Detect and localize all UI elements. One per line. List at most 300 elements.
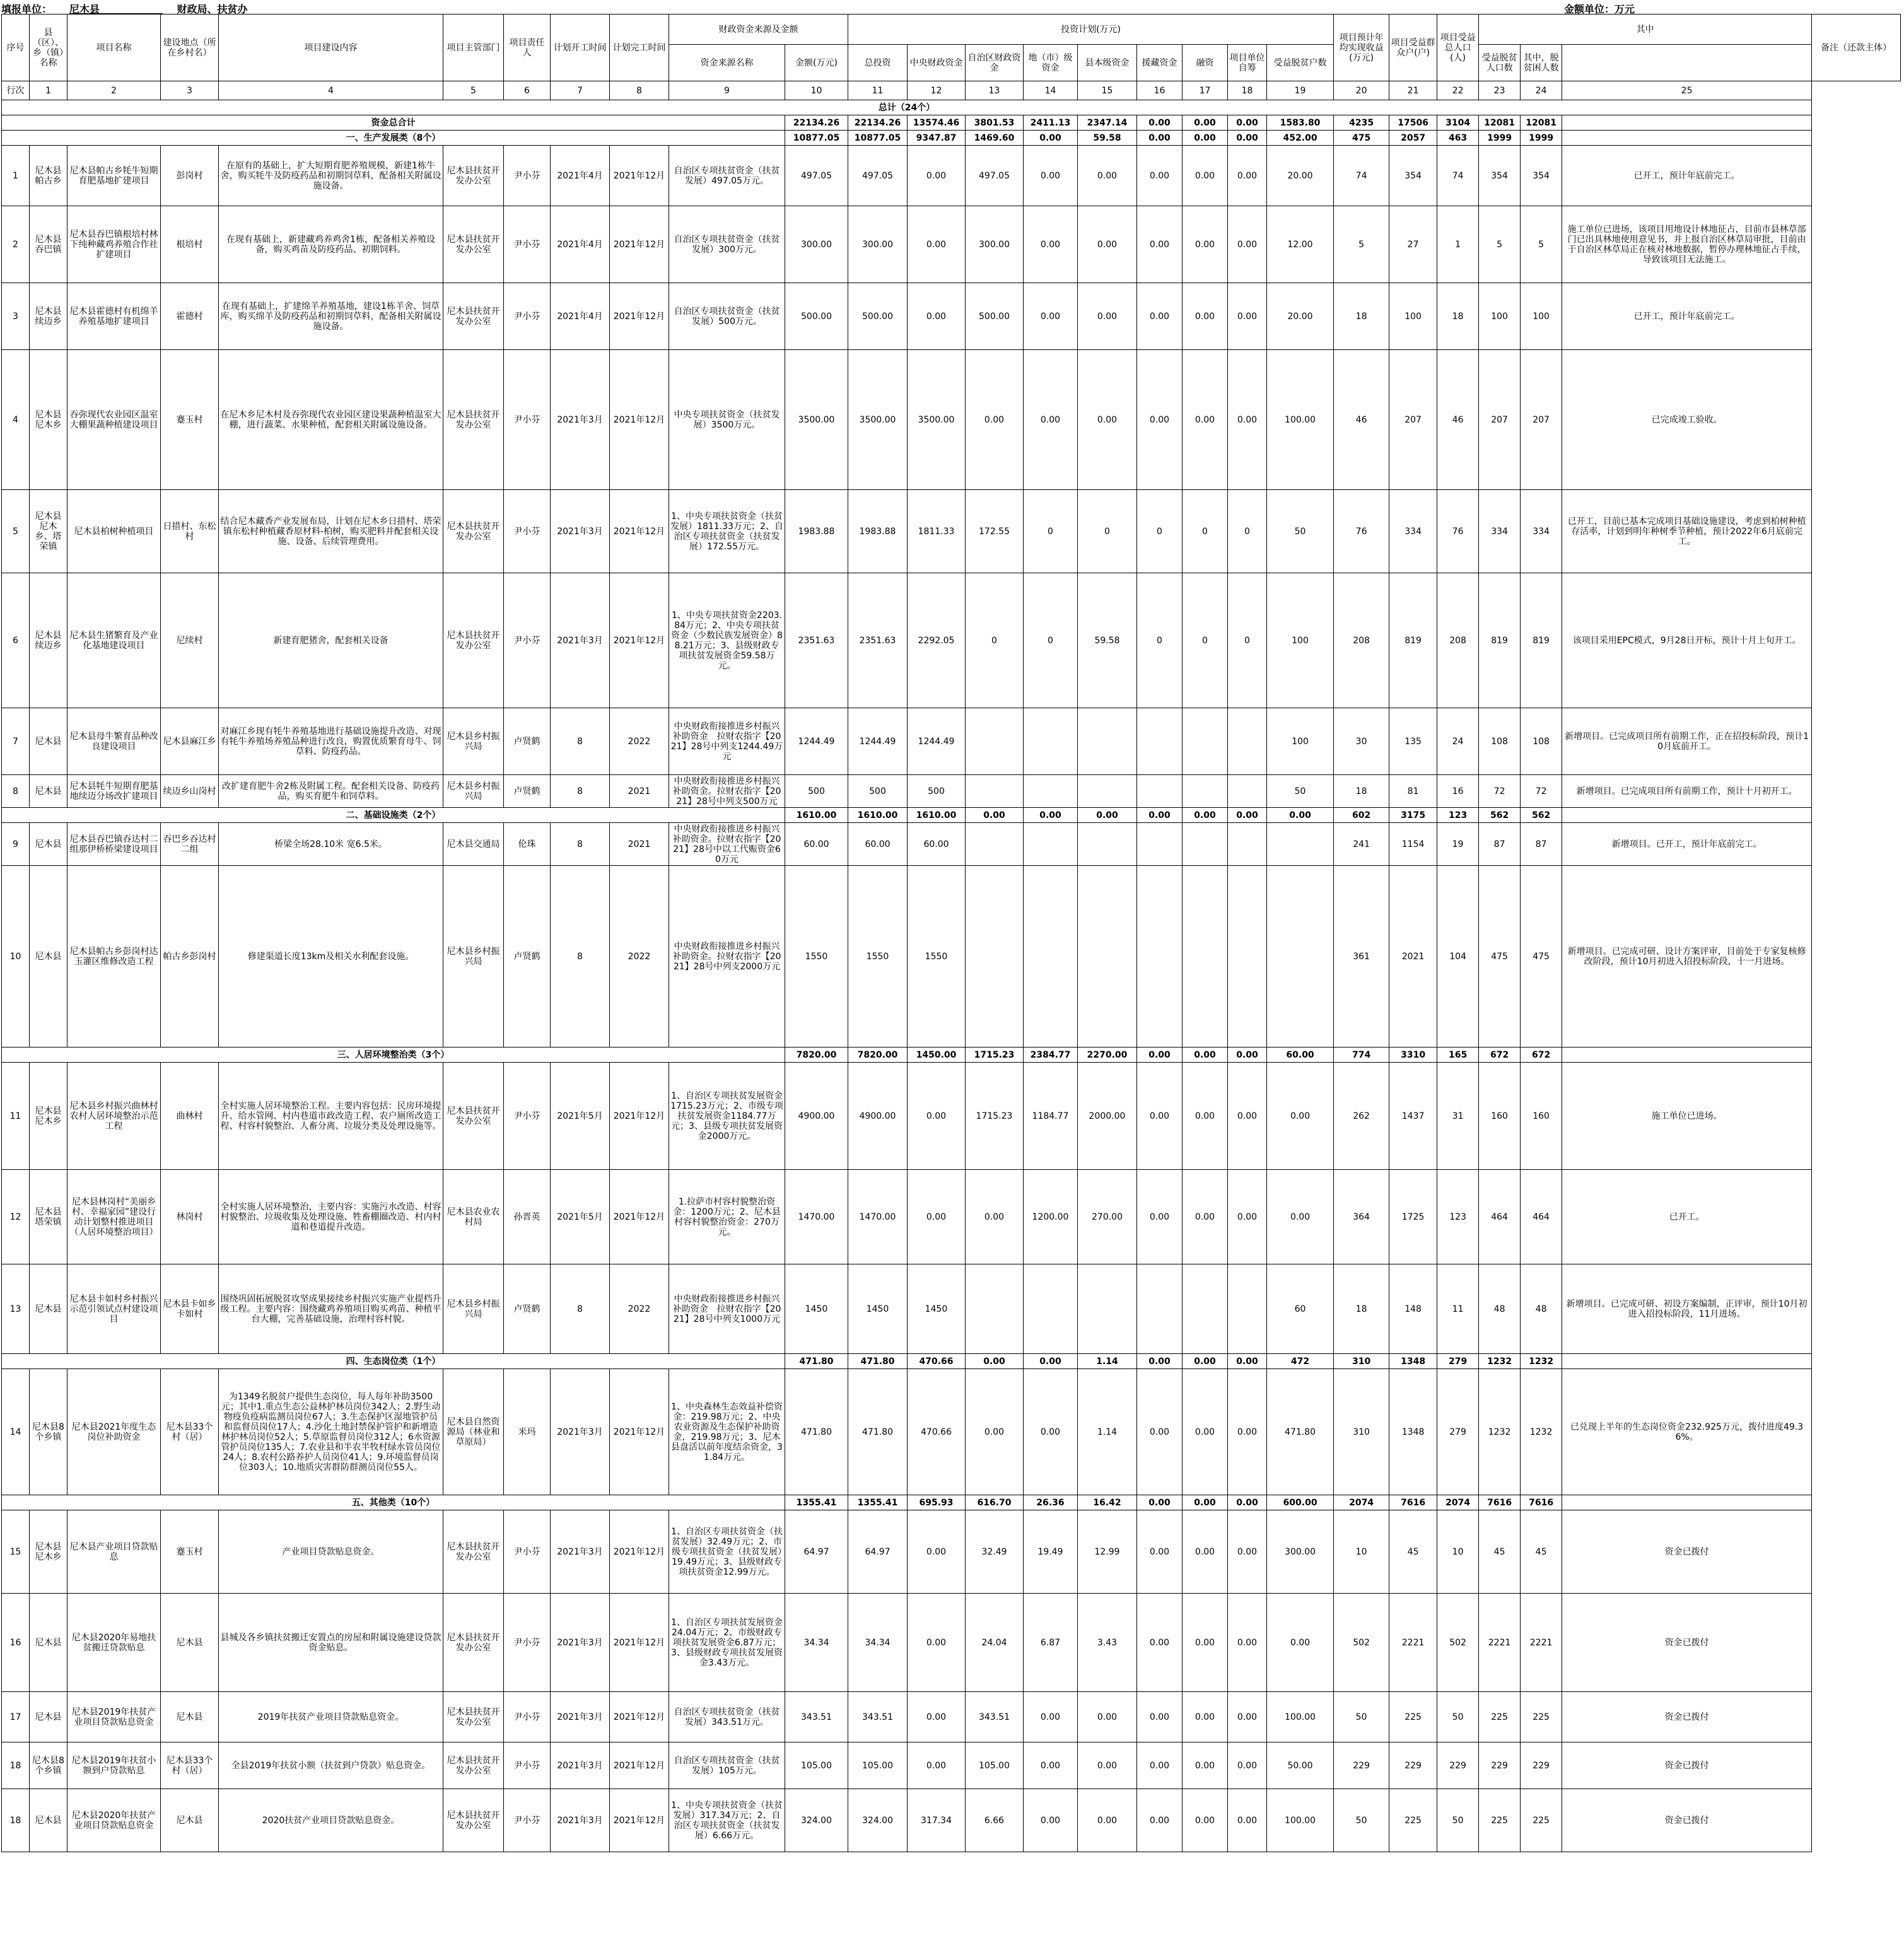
table-cell — [1024, 775, 1078, 808]
row-index-cell: 12 — [908, 81, 966, 100]
table-cell: 霍德村 — [161, 283, 219, 350]
table-cell: 卢贤鹤 — [504, 866, 551, 1048]
table-cell: 0.00 — [1024, 283, 1078, 350]
table-cell: 334 — [1521, 490, 1562, 573]
col-households: 项目受益群众户(户) — [1389, 15, 1437, 81]
section-total-cell: 602 — [1334, 808, 1389, 823]
table-cell: 24.04 — [966, 1594, 1024, 1692]
table-cell: 60.00 — [908, 823, 966, 866]
row-index-cell: 6 — [504, 81, 551, 100]
table-cell — [1137, 823, 1183, 866]
table-cell: 0.00 — [908, 1510, 966, 1594]
table-row — [2, 1264, 1901, 1354]
table-cell: 108 — [1521, 708, 1562, 775]
table-cell — [1183, 866, 1228, 1048]
table-cell: 2021年3月 — [551, 490, 610, 573]
table-cell: 0.00 — [1228, 206, 1267, 283]
section-total-cell: 7616 — [1479, 1495, 1521, 1510]
table-cell: 11 — [2, 1063, 30, 1170]
section-total-cell: 472 — [1267, 1354, 1334, 1369]
table-cell: 87 — [1479, 823, 1521, 866]
table-row — [2, 146, 1901, 206]
table-cell: 0.00 — [1183, 206, 1228, 283]
col-invest-group: 投资计划(万元) — [848, 15, 1334, 45]
table-cell: 尼木县卡如村乡村振兴示范引领试点村建设项目 — [67, 1264, 161, 1354]
col-income: 项目预计年均实现收益(万元) — [1334, 15, 1389, 81]
table-cell: 317.34 — [908, 1789, 966, 1852]
table-cell: 尹小芬 — [504, 1789, 551, 1852]
table-cell: 208 — [1437, 573, 1479, 708]
table-cell: 0 — [966, 573, 1024, 708]
table-cell: 8 — [551, 823, 610, 866]
col-self: 项目单位自筹 — [1228, 45, 1267, 81]
row-index-cell: 21 — [1389, 81, 1437, 100]
section-total-cell: 0.00 — [1183, 808, 1228, 823]
table-row — [2, 1594, 1901, 1692]
table-cell: 5 — [2, 490, 30, 573]
col-location: 建设地点（所在乡村名） — [161, 15, 219, 81]
table-cell — [1024, 823, 1078, 866]
table-cell: 已开工。 — [1562, 1170, 1812, 1264]
table-cell: 0.00 — [966, 350, 1024, 490]
section-total-cell: 672 — [1479, 1048, 1521, 1063]
table-cell: 尼木县扶贫开发办公室 — [443, 283, 504, 350]
section-total-cell: 1610.00 — [848, 808, 908, 823]
table-cell: 60.00 — [785, 823, 848, 866]
table-cell — [1078, 823, 1137, 866]
table-row — [2, 823, 1901, 866]
section-total-cell: 463 — [1437, 131, 1479, 146]
table-cell: 100.00 — [1267, 350, 1334, 490]
table-cell: 324.00 — [848, 1789, 908, 1852]
table-cell — [1228, 1264, 1267, 1354]
table-cell: 2021年3月 — [551, 350, 610, 490]
table-cell: 18 — [2, 1789, 30, 1852]
table-cell: 尼木县生猪繁育及产业化基地建设项目 — [67, 573, 161, 708]
section-title: 一、生产发展类（8个） — [2, 131, 785, 146]
table-cell: 蹇玉村 — [161, 1510, 219, 1594]
section-total-cell: 10877.05 — [785, 131, 848, 146]
table-cell: 74 — [1437, 146, 1479, 206]
table-cell: 在原有的基础上，扩大短期育肥养殖规模，新建1栋牛舍，购买牦牛及防疫药品和初期饲草料，配备相关附属设施设备。 — [219, 146, 443, 206]
table-cell: 6.66 — [966, 1789, 1024, 1852]
section-total-cell: 1610.00 — [908, 808, 966, 823]
section-total-cell: 0.00 — [1228, 131, 1267, 146]
table-cell: 1、中央森林生态效益补偿资金：219.98万元；2、中央农业资源及生态保护补助资金，219.98万元；3、尼木县盘活以前年度结余资金，31.84万元。 — [669, 1369, 785, 1495]
section-remark — [1562, 131, 1812, 146]
table-cell: 229 — [1437, 1742, 1479, 1789]
row-index-cell: 24 — [1521, 81, 1562, 100]
table-cell: 尼木县33个村（居） — [161, 1369, 219, 1495]
section-total-cell: 2384.77 — [1024, 1048, 1078, 1063]
table-cell: 尹小芬 — [504, 350, 551, 490]
table-cell: 471.80 — [785, 1369, 848, 1495]
table-cell: 产业项目贷款贴息资金。 — [219, 1510, 443, 1594]
table-cell: 2021年3月 — [551, 1594, 610, 1692]
table-cell: 2022 — [610, 866, 669, 1048]
col-dept: 项目主管部门 — [443, 15, 504, 81]
col-finance: 融资 — [1183, 45, 1228, 81]
table-cell: 已开工，目前已基本完成项目基础设施建设，考虑到柏树种植存活率，计划到明年种树季节种植，预计2022年6月底前完工。 — [1562, 490, 1812, 573]
table-cell: 502 — [1437, 1594, 1479, 1692]
table-cell: 结合尼木藏香产业发展布局，计划在尼木乡日措村、塔荣镇东松村种植藏香原材料-柏树，购买肥料并配套相关设施、设备、后续管理费用。 — [219, 490, 443, 573]
table-cell: 1200.00 — [1024, 1170, 1078, 1264]
table-cell: 2021年12月 — [610, 146, 669, 206]
table-cell: 0 — [1183, 573, 1228, 708]
table-cell: 100.00 — [1267, 1692, 1334, 1742]
col-remark: 备注（还款主体） — [1812, 15, 1901, 81]
table-cell: 自治区专项扶贫资金（扶贫发展）300万元。 — [669, 206, 785, 283]
row-index-cell: 2 — [67, 81, 161, 100]
table-cell: 2021年12月 — [610, 283, 669, 350]
table-cell: 0.00 — [1078, 1692, 1137, 1742]
section-total-cell: 452.00 — [1267, 131, 1334, 146]
table-cell: 8 — [551, 708, 610, 775]
table-cell: 伦珠 — [504, 823, 551, 866]
table-cell: 2021年3月 — [551, 1369, 610, 1495]
col-poor-households: 受益脱贫户数 — [1267, 45, 1334, 81]
table-cell: 尼木县扶贫开发办公室 — [443, 1789, 504, 1852]
table-cell: 2021年12月 — [610, 1594, 669, 1692]
table-cell: 100 — [1389, 283, 1437, 350]
table-cell: 500 — [785, 775, 848, 808]
table-cell: 尼木县扶贫开发办公室 — [443, 573, 504, 708]
table-cell: 46 — [1334, 350, 1389, 490]
section-total-cell: 1715.23 — [966, 1048, 1024, 1063]
table-cell: 2 — [2, 206, 30, 283]
table-cell: 123 — [1437, 1170, 1479, 1264]
col-fund-name: 资金来源名称 — [669, 45, 785, 81]
row-index-cell: 14 — [1024, 81, 1078, 100]
table-cell: 尼木县 — [30, 708, 67, 775]
table-cell — [1024, 1264, 1078, 1354]
table-cell: 225 — [1479, 1692, 1521, 1742]
table-cell: 2221 — [1479, 1594, 1521, 1692]
table-cell: 桥梁全场28.10米 宽6.5米。 — [219, 823, 443, 866]
table-cell: 尹小芬 — [504, 146, 551, 206]
table-header — [2, 15, 1901, 81]
table-cell: 0.00 — [1183, 1170, 1228, 1264]
table-row — [2, 283, 1901, 350]
section-total-cell: 600.00 — [1267, 1495, 1334, 1510]
col-poor-people: 其中，脱贫困人数 — [1521, 45, 1562, 81]
table-cell: 1450 — [785, 1264, 848, 1354]
table-cell: 新增项目。已开工，预计年底前完工。 — [1562, 823, 1812, 866]
table-cell: 81 — [1389, 775, 1437, 808]
table-cell: 0.00 — [1024, 1789, 1078, 1852]
table-cell: 2000.00 — [1078, 1063, 1137, 1170]
table-cell: 0.00 — [1137, 1742, 1183, 1789]
table-cell: 2021 — [610, 775, 669, 808]
col-fund-group: 财政资金来源及金额 — [669, 15, 848, 45]
table-cell — [1137, 1264, 1183, 1354]
table-cell: 470.66 — [908, 1369, 966, 1495]
table-cell: 72 — [1521, 775, 1562, 808]
table-cell: 尼木县 — [161, 1789, 219, 1852]
section-total-cell: 1355.41 — [785, 1495, 848, 1510]
table-cell: 5 — [1479, 206, 1521, 283]
section-total-cell: 16.42 — [1078, 1495, 1137, 1510]
amount-unit: 金额单位：万元 — [1564, 3, 1635, 15]
table-cell: 1 — [1437, 206, 1479, 283]
table-cell: 4900.00 — [785, 1063, 848, 1170]
table-cell: 自治区专项扶贫资金（扶贫发展）343.51万元。 — [669, 1692, 785, 1742]
table-cell: 12.00 — [1267, 206, 1334, 283]
table-cell: 11 — [1437, 1264, 1479, 1354]
table-cell: 尼木县柏树种植项目 — [67, 490, 161, 573]
table-row — [2, 1369, 1901, 1495]
col-name: 项目名称 — [67, 15, 161, 81]
table-cell: 1450 — [908, 1264, 966, 1354]
table-cell: 0.00 — [966, 1170, 1024, 1264]
table-cell: 0.00 — [1183, 1510, 1228, 1594]
table-cell — [966, 866, 1024, 1048]
table-cell: 0.00 — [1183, 1742, 1228, 1789]
table-cell: 135 — [1389, 708, 1437, 775]
section-total-cell: 0.00 — [1183, 1048, 1228, 1063]
table-cell — [966, 775, 1024, 808]
section-total-cell: 0.00 — [966, 1354, 1024, 1369]
table-cell: 尼续村 — [161, 573, 219, 708]
table-cell: 500.00 — [848, 283, 908, 350]
table-cell: 225 — [1521, 1692, 1562, 1742]
section-total-cell: 0.00 — [1024, 1354, 1078, 1369]
table-cell: 354 — [1479, 146, 1521, 206]
section-remark — [1562, 1495, 1812, 1510]
table-cell — [1228, 708, 1267, 775]
table-cell: 24 — [1437, 708, 1479, 775]
table-cell: 8 — [551, 775, 610, 808]
table-cell: 1244.49 — [908, 708, 966, 775]
table-cell: 364 — [1334, 1170, 1389, 1264]
row-index-cell: 13 — [966, 81, 1024, 100]
table-cell — [1183, 708, 1228, 775]
row-index-cell: 18 — [1228, 81, 1267, 100]
section-total-cell: 1469.60 — [966, 131, 1024, 146]
table-cell: 尹小芬 — [504, 1692, 551, 1742]
section-total-cell: 0.00 — [1267, 808, 1334, 823]
table-cell: 100 — [1521, 283, 1562, 350]
section-row — [2, 1048, 1901, 1063]
table-cell: 尼木县林岗村“美丽乡村、幸福家园”建设行动计划整村推进项目（人居环境整治项目） — [67, 1170, 161, 1264]
table-cell: 尼木县农业农村局 — [443, 1170, 504, 1264]
table-cell: 0 — [1078, 490, 1137, 573]
table-cell: 尼木县2021年度生态岗位补助资金 — [67, 1369, 161, 1495]
table-cell: 已开工，预计年底前完工。 — [1562, 283, 1812, 350]
table-cell: 续迈乡山岗村 — [161, 775, 219, 808]
table-cell: 尼木县帕古乡牦牛短期育肥基地扩建项目 — [67, 146, 161, 206]
table-cell: 497.05 — [848, 146, 908, 206]
table-cell: 87 — [1521, 823, 1562, 866]
table-cell: 0.00 — [1137, 206, 1183, 283]
col-aid: 援藏资金 — [1137, 45, 1183, 81]
table-cell: 225 — [1389, 1789, 1437, 1852]
table-cell: 76 — [1437, 490, 1479, 573]
table-cell: 1、自治区专项扶贫资金（扶贫发展）32.49万元；2、市级专项扶贫资金（扶贫发展）19.49万元；3、县级财政专项扶贫资金12.99万元。 — [669, 1510, 785, 1594]
funds-total-cell: 0.00 — [1228, 115, 1267, 131]
table-cell: 14 — [2, 1369, 30, 1495]
table-cell — [1024, 866, 1078, 1048]
table-cell: 资金已拨付 — [1562, 1742, 1812, 1789]
table-cell: 1811.33 — [908, 490, 966, 573]
row-index-cell: 20 — [1334, 81, 1389, 100]
table-cell: 新建育肥猪舍，配套相关设备 — [219, 573, 443, 708]
table-cell: 卢贤鹤 — [504, 775, 551, 808]
table-cell: 1、自治区专项扶贫发展资金1715.23万元；2、市级专项扶贫发展资金1184.77万元；3、县级专项扶贫发展资金2000万元。 — [669, 1063, 785, 1170]
table-cell: 0.00 — [1228, 350, 1267, 490]
table-cell: 497.05 — [785, 146, 848, 206]
table-cell: 17 — [2, 1692, 30, 1742]
table-cell: 尹小芬 — [504, 206, 551, 283]
col-poor-population: 受益脱贫人口数 — [1479, 45, 1521, 81]
table-cell: 2022 — [610, 708, 669, 775]
table-cell: 2292.05 — [908, 573, 966, 708]
table-cell: 1983.88 — [848, 490, 908, 573]
table-cell: 尼木县续迈乡 — [30, 283, 67, 350]
table-cell: 0.00 — [1137, 350, 1183, 490]
table-cell: 0.00 — [908, 1594, 966, 1692]
table-cell: 50 — [1334, 1789, 1389, 1852]
table-cell: 日措村、东松村 — [161, 490, 219, 573]
table-cell: 0.00 — [1183, 1369, 1228, 1495]
section-total-cell: 7616 — [1389, 1495, 1437, 1510]
table-cell: 蹇玉村 — [161, 350, 219, 490]
col-total: 总投资 — [848, 45, 908, 81]
col-seq: 序号 — [2, 15, 30, 81]
section-total-cell: 1355.41 — [848, 1495, 908, 1510]
table-cell: 尼木县扶贫开发办公室 — [443, 206, 504, 283]
table-cell: 19.49 — [1024, 1510, 1078, 1594]
table-cell: 60.00 — [848, 823, 908, 866]
table-cell: 2021年12月 — [610, 1170, 669, 1264]
table-cell: 2019年扶贫产业项目贷款贴息资金。 — [219, 1692, 443, 1742]
table-cell: 资金已拨付 — [1562, 1789, 1812, 1852]
table-cell: 2020扶贫产业项目贷款贴息资金。 — [219, 1789, 443, 1852]
section-total-cell: 0.00 — [1137, 1495, 1183, 1510]
table-cell: 0.00 — [966, 1369, 1024, 1495]
table-cell: 64.97 — [785, 1510, 848, 1594]
table-cell: 0.00 — [1228, 1510, 1267, 1594]
table-cell: 0.00 — [1137, 146, 1183, 206]
table-cell: 18 — [1334, 775, 1389, 808]
table-cell: 0.00 — [1267, 1170, 1334, 1264]
table-cell: 尼木县扶贫开发办公室 — [443, 1063, 504, 1170]
col-central: 中央财政资金 — [908, 45, 966, 81]
table-cell: 1244.49 — [785, 708, 848, 775]
table-cell: 尼木县 — [30, 823, 67, 866]
table-cell: 229 — [1521, 1742, 1562, 1789]
table-cell: 吞巴乡吞达村二组 — [161, 823, 219, 866]
section-total-cell: 9347.87 — [908, 131, 966, 146]
table-cell: 在尼木乡尼木村及吞弥现代农业园区建设果蔬种植温室大棚，进行蔬菜、水果种植，配套相关附属设施设备。 — [219, 350, 443, 490]
table-cell: 279 — [1437, 1369, 1479, 1495]
report-top-bar — [0, 0, 1904, 14]
funds-total-cell: 3104 — [1437, 115, 1479, 131]
table-cell: 自治区专项扶贫资金（扶贫发展）497.05万元。 — [669, 146, 785, 206]
table-cell: 根培村 — [161, 206, 219, 283]
row-index-cell: 15 — [1078, 81, 1137, 100]
table-cell: 尹小芬 — [504, 573, 551, 708]
table-row — [2, 573, 1901, 708]
table-cell — [1267, 823, 1334, 866]
table-cell: 尼木县扶贫开发办公室 — [443, 490, 504, 573]
table-cell — [1137, 775, 1183, 808]
section-total-cell: 7820.00 — [785, 1048, 848, 1063]
table-cell: 1.拉萨市村容村貌整治资金：1200万元；2、尼木县村容村貌整治资金：270万元。 — [669, 1170, 785, 1264]
table-cell: 1154 — [1389, 823, 1437, 866]
table-cell: 中央财政衔接推进乡村振兴补助资金 拉财农指字【2021】28号中列支1244.49万元 — [669, 708, 785, 775]
row-index-cell: 16 — [1137, 81, 1183, 100]
table-cell: 2351.63 — [848, 573, 908, 708]
table-cell: 0.00 — [908, 283, 966, 350]
row-index-cell: 11 — [848, 81, 908, 100]
section-total-cell: 1.14 — [1078, 1354, 1137, 1369]
table-cell: 尼木县33个村（居） — [161, 1742, 219, 1789]
section-total-cell: 0.00 — [1137, 808, 1183, 823]
table-cell: 尼木县母牛繁育品种改良建设项目 — [67, 708, 161, 775]
section-total-cell: 1999 — [1521, 131, 1562, 146]
table-cell: 8 — [551, 866, 610, 1048]
table-cell: 0.00 — [908, 146, 966, 206]
section-total-cell: 2270.00 — [1078, 1048, 1137, 1063]
table-cell: 卢贤鹤 — [504, 1264, 551, 1354]
table-cell: 2021年5月 — [551, 1170, 610, 1264]
table-cell: 72 — [1479, 775, 1521, 808]
table-cell: 施工单位已进场，该项目用地设计林地征占，目前市县林草部门已出具林地使用意见书，并上报自治区林草局审批，目前由于自治区林草局正在核对林地数据，暂停办理林地征占手续，导致该项目无法施工。 — [1562, 206, 1812, 283]
table-cell: 尹小芬 — [504, 283, 551, 350]
section-total-cell: 0.00 — [1137, 131, 1183, 146]
table-cell: 0.00 — [1228, 1789, 1267, 1852]
row-index-cell: 19 — [1267, 81, 1334, 100]
table-cell: 尼木县牦牛短期育肥基地续迈分场改扩建项目 — [67, 775, 161, 808]
table-cell: 1.14 — [1078, 1369, 1137, 1495]
table-cell: 18 — [1437, 283, 1479, 350]
table-cell: 0.00 — [1024, 1742, 1078, 1789]
table-cell: 105.00 — [785, 1742, 848, 1789]
table-cell: 全村实施人居环境整治工程。主要内容包括：民房环境提升、给水管网、村内巷道市政改造工程、农户厕所改造工程、村容村貌整治、人畜分离、垃圾分类及处理设施等。 — [219, 1063, 443, 1170]
table-cell: 343.51 — [848, 1692, 908, 1742]
row-index-cell: 10 — [785, 81, 848, 100]
table-cell: 354 — [1521, 146, 1562, 206]
table-cell: 324.00 — [785, 1789, 848, 1852]
table-cell: 354 — [1389, 146, 1437, 206]
table-cell: 0.00 — [1078, 1789, 1137, 1852]
table-cell — [1228, 866, 1267, 1048]
table-cell: 500 — [848, 775, 908, 808]
table-cell: 48 — [1479, 1264, 1521, 1354]
table-cell: 2021年4月 — [551, 283, 610, 350]
table-cell: 2021年4月 — [551, 146, 610, 206]
table-cell: 12 — [2, 1170, 30, 1264]
table-cell: 5 — [1334, 206, 1389, 283]
table-cell: 0.00 — [1183, 1063, 1228, 1170]
table-cell: 74 — [1334, 146, 1389, 206]
table-row — [2, 490, 1901, 573]
table-cell: 0.00 — [1137, 1170, 1183, 1264]
section-total-cell: 0.00 — [966, 808, 1024, 823]
table-cell: 0.00 — [1078, 1742, 1137, 1789]
table-cell: 尼木县扶贫开发办公室 — [443, 1594, 504, 1692]
col-end: 计划完工时间 — [610, 15, 669, 81]
table-cell: 尼木县 — [161, 1692, 219, 1742]
table-cell: 中央财政衔接推进乡村振兴补助资金 拉财农指字【2021】28号中列支1000万元 — [669, 1264, 785, 1354]
table-cell: 1、自治区专项扶贫发展资金24.04万元；2、市级财政专项扶贫发展资金6.87万元；3、县级财政专项扶贫发展资金3.43万元。 — [669, 1594, 785, 1692]
table-cell: 34.34 — [848, 1594, 908, 1692]
table-cell: 0.00 — [1228, 1692, 1267, 1742]
table-cell: 50 — [1334, 1692, 1389, 1742]
funds-total-cell: 22134.26 — [848, 115, 908, 131]
table-cell: 3500.00 — [785, 350, 848, 490]
